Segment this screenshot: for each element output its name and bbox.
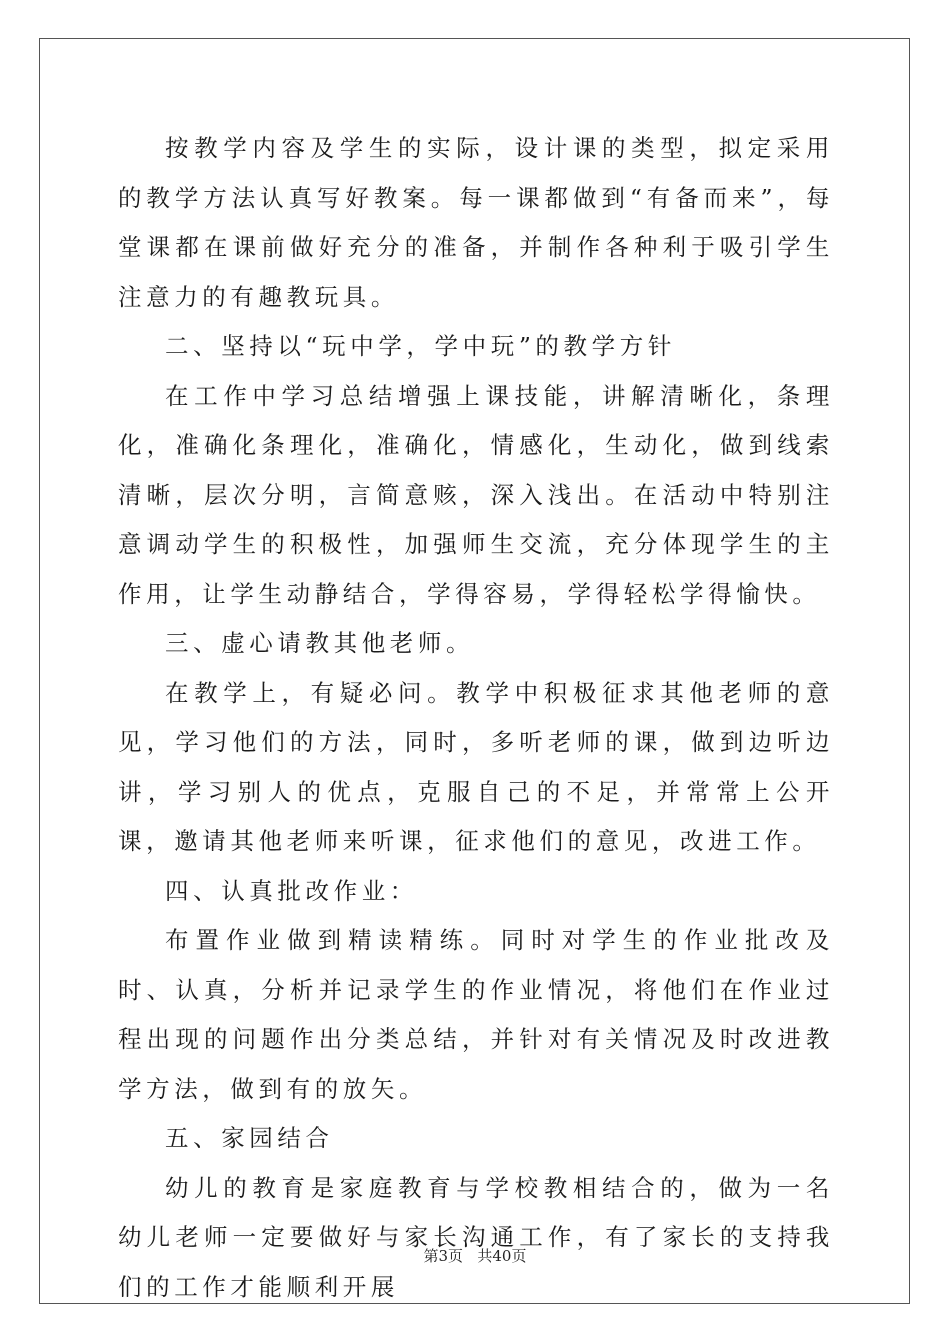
paragraph-section-2: 在工作中学习总结增强上课技能，讲解清晰化，条理化，准确化条理化，准确化，情感化，生动化，做到线索清晰，层次分明，言简意赅，深入浅出。在活动中特别注意调动学生的积极性，加强师生交流，充分体现学生的主作用，让学生动静结合，学得容易，学得轻松学得愉快。 xyxy=(118,381,834,608)
page-total: 共40页 xyxy=(477,1247,527,1265)
paragraph-section-3: 在教学上，有疑必问。教学中积极征求其他老师的意见，学习他们的方法，同时，多听老师的课，做到边听边讲，学习别人的优点，克服自己的不足，并常常上公开课，邀请其他老师来听课，征求他们的意见，改进工作。 xyxy=(118,678,834,855)
paragraph-intro-teaching-plan: 按教学内容及学生的实际，设计课的类型，拟定采用的教学方法认真写好教案。每一课都做到“有备而来”，每堂课都在课前做好充分的准备，并制作各种利于吸引学生注意力的有趣教玩具。 xyxy=(118,134,834,311)
heading-section-3: 三、虚心请教其他老师。 xyxy=(165,629,475,657)
paragraph-section-4: 布置作业做到精读精练。同时对学生的作业批改及时、认真，分析并记录学生的作业情况，将他们在作业过程出现的问题作出分类总结，并针对有关情况及时改进教学方法，做到有的放矢。 xyxy=(118,926,834,1103)
document-body xyxy=(118,124,834,1312)
heading-section-2: 二、坚持以“玩中学，学中玩”的教学方针 xyxy=(165,332,676,360)
heading-section-5: 五、家园结合 xyxy=(165,1124,334,1152)
heading-section-4: 四、认真批改作业： xyxy=(165,876,418,905)
page-footer xyxy=(0,1246,950,1266)
page-number: 第3页 xyxy=(423,1247,464,1265)
paragraph-section-5: 幼儿的教育是家庭教育与学校教相结合的，做为一名幼儿老师一定要做好与家长沟通工作，有了家长的支持我们的工作才能顺利开展 xyxy=(118,1173,834,1301)
